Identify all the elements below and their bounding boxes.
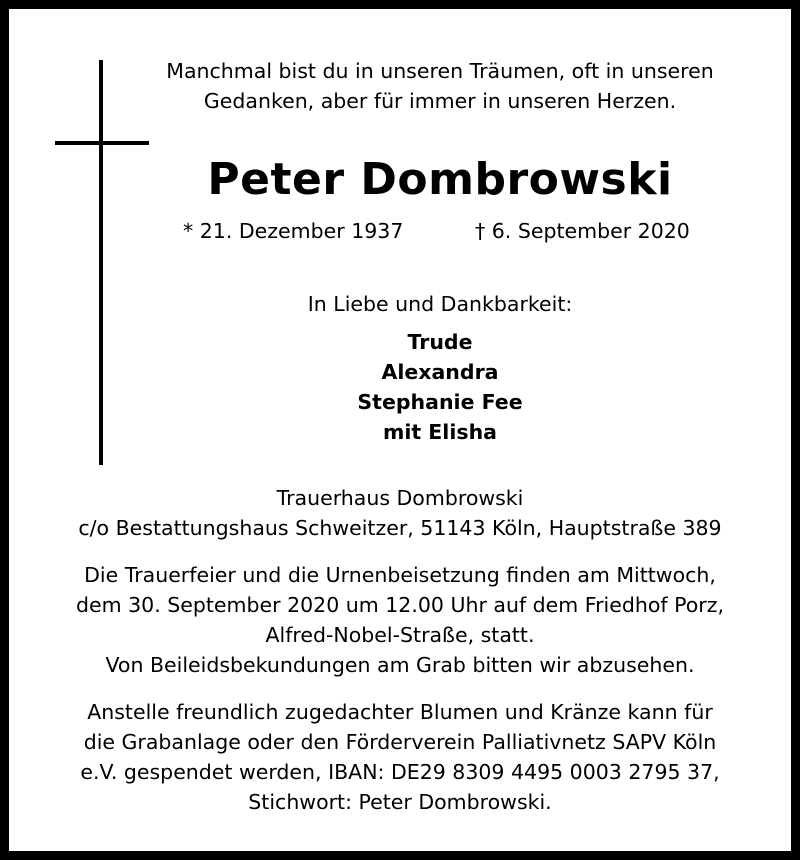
address-line: c/o Bestattungshaus Schweitzer, 51143 Köln, Hauptstraße 389 — [78, 516, 722, 540]
mourning-house-address — [0, 483, 800, 543]
birth-date: * 21. Dezember 1937 — [183, 219, 404, 243]
ceremony-info — [0, 560, 800, 680]
cross-icon-bar — [55, 141, 149, 145]
death-date: † 6. September 2020 — [475, 219, 690, 243]
mourners-list — [40, 327, 800, 447]
mourner-name: mit Elisha — [382, 420, 497, 444]
donation-line: Stichwort: Peter Dombrowski. — [248, 790, 552, 814]
ceremony-line: Von Beileidsbekundungen am Grab bitten wir abzusehen. — [105, 653, 695, 677]
address-line: Trauerhaus Dombrowski — [276, 486, 524, 510]
mourner-name: Stephanie Fee — [357, 390, 523, 414]
poem-line: Gedanken, aber für immer in unseren Herzen. — [203, 89, 677, 113]
donation-line: die Grabanlage oder den Förderverein Palliativnetz SAPV Köln — [83, 730, 717, 754]
poem-line: Manchmal bist du in unseren Träumen, oft in unseren — [166, 59, 714, 83]
mourner-name: Trude — [407, 330, 473, 354]
ceremony-line: dem 30. September 2020 um 12.00 Uhr auf dem Friedhof Porz, — [76, 593, 724, 617]
donation-line: e.V. gespendet werden, IBAN: DE29 8309 4495 0003 2795 37, — [80, 760, 720, 784]
memorial-poem — [40, 56, 800, 116]
deceased-name: Peter Dombrowski — [207, 154, 673, 205]
ceremony-line: Alfred-Nobel-Straße, statt. — [265, 623, 535, 647]
ceremony-line: Die Trauerfeier und die Urnenbeisetzung finden am Mittwoch, — [84, 563, 716, 587]
donation-line: Anstelle freundlich zugedachter Blumen und Kränze kann für — [87, 700, 713, 724]
donation-info — [0, 697, 800, 817]
mourner-name: Alexandra — [381, 360, 499, 384]
dedication: In Liebe und Dankbarkeit: — [307, 292, 573, 316]
